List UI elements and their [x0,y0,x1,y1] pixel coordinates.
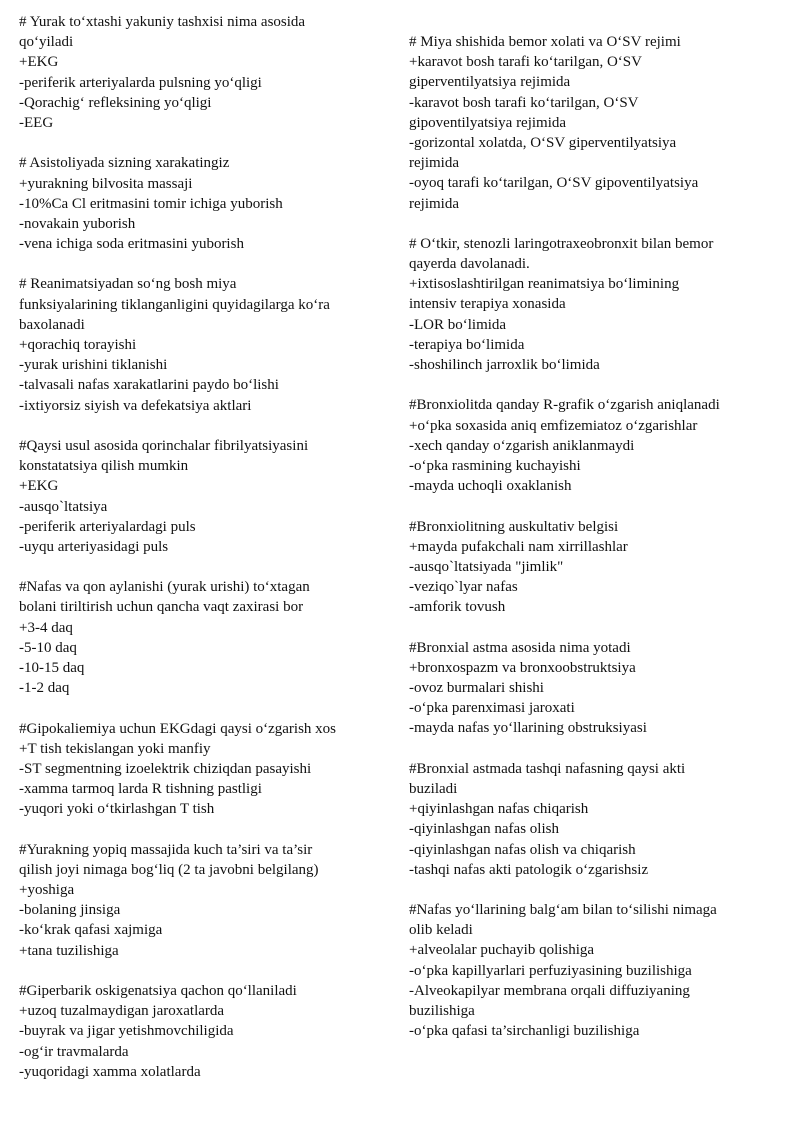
answer-option: +tana tuzilishiga [19,942,119,959]
answer-option: -ausqo`ltatsiya [19,498,108,515]
answer-option: -ko‘krak qafasi xajmiga [19,922,163,939]
answer-option: -o‘pka kapillyarlari perfuziyasining buzilishiga [409,962,692,979]
answer-option: qayerda davolanadi. [409,256,530,273]
question-text: # O‘tkir, stenozli laringotraxeobronxit bilan bemor [409,235,714,252]
answer-option: -amforik tovush [409,599,506,616]
answer-option: -periferik arteriyalarda pulsning yo‘qligi [19,74,262,91]
answer-option: -ovoz burmalari shishi [409,680,544,696]
block-spacer [409,375,794,395]
question-text: # Miya shishida bemor xolati va O‘SV rejimi [409,34,681,50]
block-spacer [19,557,399,577]
block-spacer [409,496,794,516]
question-block [19,274,399,415]
block-spacer [19,133,399,153]
answer-option: -EEG [19,114,54,131]
answer-option: -10%Ca Cl eritmasini tomir ichiga yuborish [19,195,283,212]
question-text: #Nafas yo‘llarining balg‘am bilan to‘silishi nimaga [409,902,717,919]
block-spacer [409,214,794,234]
question-block [409,638,794,739]
answer-option: -ausqo`ltatsiyada "jimlik" [409,558,564,575]
answer-option: -uyqu arteriyasidagi puls [19,538,169,555]
question-block [409,900,794,1041]
answer-option: +o‘pka soxasida aniq emfizemiatoz o‘zgarishlar [409,417,698,434]
block-spacer [409,739,794,759]
answer-option: qilish joyi nimaga bog‘liq (2 ta javobni belgilang) [19,861,319,878]
answer-option: -shoshilinch jarroxlik bo‘limida [409,357,600,373]
answer-option: -xamma tarmoq larda R tishning pastligi [19,781,262,798]
answer-option: baxolanadi [19,316,85,333]
question-text: #Giperbarik oskigenatsiya qachon qo‘llaniladi [19,983,297,999]
question-block [19,981,399,1082]
answer-option: -qiyinlashgan nafas olish va chiqarish [409,841,636,858]
answer-option: -mayda uchoqli oxaklanish [409,478,572,495]
block-spacer [19,698,399,718]
answer-option: buziladi [409,780,458,797]
answer-option: -karavot bosh tarafi ko‘tarilgan, O‘SV [409,94,639,111]
answer-option: -mayda nafas yo‘llarining obstruksiyasi [409,720,647,737]
answer-option: -yuqori yoki o‘tkirlashgan T tish [19,801,215,818]
question-text: #Yurakning yopiq massajida kuch ta’siri va ta’sir [19,841,313,858]
answer-option: -gorizontal xolatda, O‘SV giperventilyatsiya [409,134,677,151]
answer-option: -buyrak va jigar yetishmovchiligida [19,1023,234,1040]
block-spacer [409,617,794,637]
answer-option: +T tish tekislangan yoki manfiy [19,740,211,757]
answer-option: +bronxospazm va bronxoobstruktsiya [409,659,636,676]
question-block [19,577,399,698]
question-text: #Nafas va qon aylanishi (yurak urishi) to‘xtagan [19,579,310,596]
question-text: #Bronxial astmada tashqi nafasning qaysi akti [409,760,686,777]
answer-option: -terapiya bo‘limida [409,336,525,353]
question-block [19,436,399,557]
question-block [409,759,794,880]
block-spacer [19,416,399,436]
block-spacer [19,961,399,981]
answer-option: buzilishiga [409,1003,475,1019]
answer-option: -oyoq tarafi ko‘tarilgan, O‘SV gipoventilyatsiya [409,175,699,192]
question-text: #Gipokaliemiya uchun EKGdagi qaysi o‘zgarish xos [19,720,337,737]
question-block [19,12,399,133]
answer-option: +3-4 daq [19,619,73,636]
question-block [19,719,399,820]
left-column [19,12,399,1082]
answer-option: -vena ichiga soda eritmasini yuborish [19,236,244,253]
question-block [409,517,794,618]
question-text: #Qaysi usul asosida qorinchalar fibrilyatsiyasini [19,437,309,454]
answer-option: intensiv terapiya xonasida [409,296,566,313]
answer-option: giperventilyatsiya rejimida [409,74,571,91]
question-block [409,234,794,375]
answer-option: -tashqi nafas akti patologik o‘zgarishsiz [409,861,649,878]
answer-option: bolani tiriltirish uchun qancha vaqt zaxirasi bor [19,599,304,616]
answer-option: -10-15 daq [19,660,85,676]
question-block [19,153,399,254]
answer-option: -ixtiyorsiz siyish va defekatsiya aktlari [19,397,252,414]
answer-option: -bolaning jinsiga [19,902,121,919]
question-text: #Bronxiolitda qanday R-grafik o‘zgarish aniqlanadi [409,397,720,414]
right-column [409,32,794,1041]
answer-option: +ixtisoslashtirilgan reanimatsiya bo‘limining [409,276,680,293]
answer-option: -talvasali nafas xarakatlarini paydo bo‘lishi [19,377,279,394]
question-text: #Bronxial astma asosida nima yotadi [409,639,631,656]
answer-option: -LOR bo‘limida [409,316,507,333]
answer-option: -o‘pka qafasi ta’sirchanligi buzilishiga [409,1023,640,1040]
answer-option: konstatatsiya qilish mumkin [19,458,189,475]
answer-option: -yuqoridagi xamma xolatlarda [19,1063,201,1080]
answer-option: -1-2 daq [19,680,70,697]
question-block [409,32,794,214]
block-spacer [19,820,399,840]
answer-option: +alveolalar puchayib qolishiga [409,942,595,959]
question-block [19,840,399,961]
answer-option: -xech qanday o‘zgarish aniklanmaydi [409,437,635,454]
question-block [409,395,794,496]
answer-option: -veziqo`lyar nafas [409,579,518,596]
answer-option: -novakain yuborish [19,215,136,232]
answer-option: +yoshiga [19,882,75,899]
block-spacer [409,880,794,900]
question-text: #Bronxiolitning auskultativ belgisi [409,518,619,535]
answer-option: -yurak urishini tiklanishi [19,357,168,374]
answer-option: -periferik arteriyalardagi puls [19,518,196,535]
answer-option: +karavot bosh tarafi ko‘tarilgan, O‘SV [409,54,642,71]
answer-option: -Qorachig‘ refleksining yo‘qligi [19,94,212,111]
answer-option: +mayda pufakchali nam xirrillashlar [409,538,628,555]
answer-option: -qiyinlashgan nafas olish [409,821,559,838]
answer-option: funksiyalarining tiklanganligini quyidagilarga ko‘ra [19,296,330,313]
answer-option: gipoventilyatsiya rejimida [409,114,567,131]
answer-option: -Alveokapilyar membrana orqali diffuziyaning [409,982,690,999]
answer-option: +yurakning bilvosita massaji [19,175,193,192]
block-spacer [19,254,399,274]
question-text: # Yurak to‘xtashi yakuniy tashxisi nima asosida [19,14,306,30]
question-text: # Asistoliyada sizning xarakatingiz [19,155,230,172]
answer-option: -o‘pka parenximasi jaroxati [409,700,575,717]
answer-option: +qiyinlashgan nafas chiqarish [409,801,589,818]
answer-option: +uzoq tuzalmaydigan jaroxatlarda [19,1003,225,1020]
answer-option: -o‘pka rasmining kuchayishi [409,457,581,474]
answer-option: rejimida [409,155,459,172]
answer-option: -5-10 daq [19,639,77,656]
answer-option: qo‘yiladi [19,34,74,51]
answer-option: -og‘ir travmalarda [19,1043,129,1060]
answer-option: +qorachiq torayishi [19,337,137,353]
question-text: # Reanimatsiyadan so‘ng bosh miya [19,276,237,293]
answer-option: +EKG [19,478,59,495]
answer-option: olib keladi [409,922,473,939]
answer-option: -ST segmentning izoelektrik chiziqdan pasayishi [19,760,312,777]
answer-option: rejimida [409,195,459,212]
answer-option: +EKG [19,54,59,71]
